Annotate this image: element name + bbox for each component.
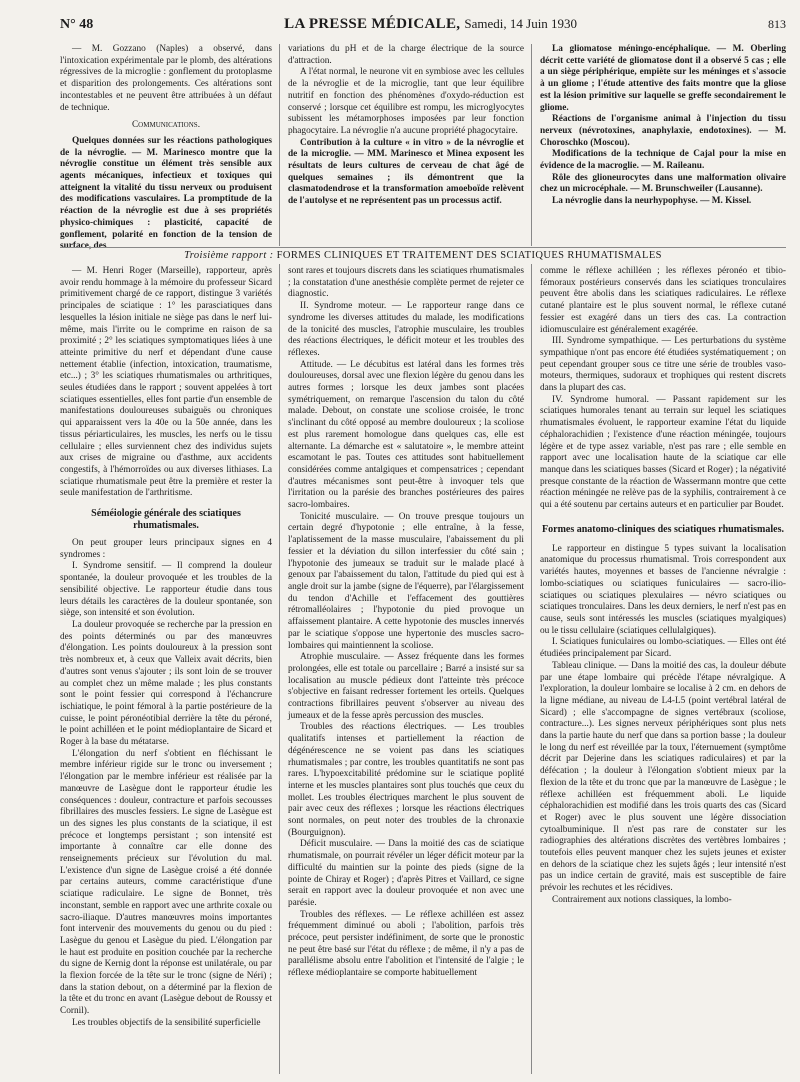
paragraph-cinq-types: Le rapporteur en distingue 5 types suivant la localisation anatomique du processus rhumatismal. Trois correspondent aux variétés hautes, moyennes et basses de l'ancienne névralgie : lombo-sciatiques ou sciatiques funiculaires — sacro-ilio-sciatiques ou sciatiques plexulaires — névro sciatiques ou sciatiques tronculaires. Dans les deux derniers, le nerf n'est pas en cause, seuls sont intéressés les muscles (sciatiques myalgiques) ou le tissu cellulaire (sciatiques cellulalgiques).	[540, 543, 786, 636]
paragraph-syndromes-intro: On peut grouper leurs principaux signes en 4 syndromes :	[60, 538, 272, 560]
paragraph-reactions-organisme: Réactions de l'organisme animal à l'injection du tissu nerveux (névrotoxines, anaphylaxie, endotoxines). — M. Choroschko (Moscou).	[540, 114, 786, 148]
paragraph-gozzano: — M. Gozzano (Naples) a observé, dans l'intoxication expérimentale par le plomb, des altérations régressives de la microglie : gonflement du protoplasme et disparition des prolongements. Ces altérations sont incontestables et ne peuvent être attribuées à un défaut de technique.	[60, 44, 272, 113]
paragraph-syndrome-moteur: II. Syndrome moteur. — Le rapporteur range dans ce syndrome les diverses attitudes du malade, les modifications de la tonicité des muscles, l'atrophie musculaire, les troubles des réactions électriques, le déficit moteur et les troubles des réflexes.	[288, 301, 524, 358]
paragraph-sciatiques-funiculaires: I. Sciatiques funiculaires ou lombo-sciatiques. — Elles ont été étudiées principalement par Sicard.	[540, 637, 786, 660]
paragraph-etat-normal: A l'état normal, le neurone vit en symbiose avec les cellules de la névroglie et de la microglie, tant que leur équilibre nutritif en fonction des phénomènes d'oxydo-réduction est conservé ; lorsque cet équilibre est rompu, les microglyocytes subissent les métamorphoses imposées par leur fonction phagocytaire. La névroglie n'a aucune propriété phagocytaire.	[288, 67, 524, 136]
paragraph-syndrome-sensitif: I. Syndrome sensitif. — Il comprend la douleur spontanée, la douleur provoquée et les troubles de la sensibilité objective. Le rapporteur étudie dans tous leurs détails les caractères de la douleur spontanée, son siège, son intensité et son évolution.	[60, 561, 272, 619]
paragraph-neurhypophyse: La névroglie dans la neurhypophyse. — M. Kissel.	[552, 196, 752, 207]
top-column-1	[60, 44, 272, 252]
heading-formes-anatomo-cliniques: Formes anatomo-cliniques des sciatiques rhumatismales.	[542, 523, 784, 535]
body-column-3	[540, 266, 786, 1074]
paragraph-anesthesie: sont rares et toujours discrets dans les sciatiques rhumatismales ; la constatation d'une anesthésie complète permet de rejeter ce diagnostic.	[288, 266, 524, 300]
paragraph-reactions-electriques: Troubles des réactions électriques. — Les troubles qualitatifs intenses et partiellement la réaction de dégénérescence ne se voient pas dans les sciatiques rhumatismales ; par contre, les troubles quantitatifs ne sont pas rares. L'hypoexcitabilité prédomine sur le sciatique poplité interne et les muscles plantaires sont plus touchés que ceux du mollet. Les troubles électriques marchent le plus souvent de pair avec ceux des réflexes ; lorsque les réactions électriques sont normales, on peut noter des troubles de la chronaxie (Bourguignon).	[288, 722, 524, 838]
paragraph-deficit-musculaire: Déficit musculaire. — Dans la moitié des cas de sciatique rhumatismale, on pourrait révéler un léger déficit moteur par la difficulté du maintien sur la pointe des pieds (signe de la pointe de Chiray et Roger) ; d'après Pitres et Vaillard, ce signe serait en rapport avec la douleur provoquée et non avec une parésie.	[288, 839, 524, 908]
heading-semeiologie: Séméiologie générale des sciatiques rhumatismales.	[91, 508, 241, 532]
report-title: FORMES CLINIQUES ET TRAITEMENT DES SCIATIQUES RHUMATISMALES	[276, 250, 662, 261]
paragraph-culture-in-vitro: Contribution à la culture « in vitro » de la névroglie et de la microglie. — MM. Marinesco et Minea exposent les résultats de leurs cultures de cerveau de chat âgé de quelques semaines ; ils démontrent que la clasmatodendrose et la transformation amoeboïde relèvent de l'autolyse et ne représentent pas un processus actif.	[288, 137, 524, 207]
paragraph-marinesco-nevroglie: Quelques données sur les réactions pathologiques de la névroglie. — M. Marinesco montre que la névroglie constitue un élément très sensible aux agents mécaniques, infectieux et toxiques qui atteignent la vitalité du tissu nerveux ou produisent des modifications vasculaires. La promptitude de la réaction de la névroglie est due à ses propriétés physico-chimiques : plasticité, capacité de gonflement, polarité en fonction de la tension de surface, des	[60, 135, 272, 252]
issue-date: Samedi, 14 Juin 1930	[464, 16, 578, 31]
body-column-1	[60, 266, 272, 1074]
paragraph-tonicite: Tonicité musculaire. — On trouve presque toujours un certain degré d'hypotonie ; elle entraîne, à la fesse, l'aplatissement de la masse musculaire, l'abaissement du pli fessier et la déviation du sillon interfessier du côté sain ; l'hypotonie des jumeaux se traduit sur le malade placé à genoux par l'abaissement du talon, l'attitude du pied qui est à angle droit sur la jambe (signe de l'équerre), par l'élargissement du tendon d'Achille et l'effacement des gouttières rétromalléolaires ; l'hypotonie du pied provoque un affaissement plantaire. A cette hypotonie des muscles innervés par le sciatique s'oppose une hypertonie des muscles sacro-lombaires qui maintiennent la scoliose.	[288, 511, 524, 651]
top-column-2	[288, 44, 524, 244]
section-rule	[60, 247, 786, 248]
paragraph-notions-classiques: Contrairement aux notions classiques, la lombo-	[552, 894, 732, 905]
paragraph-reflexe-achilleen: comme le réflexe achilléen ; les réflexes péronéo et tibio-fémoraux postérieurs conservés dans les sciatiques tronculaires peuvent être abolis dans les sciatiques radiculaires. Le réflexe cutané plantaire est le plus souvent normal, le réflexe cutané fessier est exagéré dans un tiers des cas. La contraction idiomusculaire est généralement exagérée.	[540, 266, 786, 335]
journal-name: LA PRESSE MÉDICALE,	[284, 16, 461, 32]
journal-title	[284, 16, 577, 33]
section-communications: Communications.	[131, 120, 201, 131]
paragraph-technique-cajal: Modifications de la technique de Cajal pour la mise en évidence de la macroglie. — M. Raileanu.	[540, 149, 786, 172]
body-column-2	[288, 266, 524, 1074]
paragraph-tableau-clinique: Tableau clinique. — Dans la moitié des cas, la douleur débute par une étape lombaire qui précède l'étape névralgique. A l'exploration, la douleur lombaire se localise à 2 cm. en dehors de la ligne médiane, au niveau de L4-L5 (point vertébral latéral de Sicard) ; elle s'accompagne de signes vertébraux (scoliose, contracture...). Les signes nerveux périphériques sont plus nets dans la partie haute du nerf que dans sa portion basse ; la douleur le long du nerf est réveillée par la toux, l'éternuement (symptôme décrit par Dejerine dans les sciatiques radiculaires) et par la défécation ; la douleur à l'élongation s'obtient mieux par la flexion de la tête et du tronc que par la manœuvre de Lasègue ; le réflexe achilléen est fréquemment aboli. Le liquide céphalorachidien est modifié dans les trois quarts des cas (Sicard et Roger) avec le plus souvent une légère dissociation cytoalbuminique. Il n'est pas rare de constater sur les radiographies des altérations discrètes des vertèbres lombaires ; toutefois elles peuvent manquer chez les sujets jeunes et exister en dehors de la sciatique chez les sujets âgés ; leur intensité n'est pas un indice certain de gravité, mais est susceptible de faire prévoir les rechutes et les récidives.	[540, 660, 786, 894]
issue-number: N° 48	[60, 17, 94, 32]
paragraph-troubles-reflexes: Troubles des réflexes. — Le réflexe achilléen est assez fréquemment diminué ou aboli ; l'abolition, parfois très précoce, peut persister indéfiniment, de sorte que le pronostic ne peut être basé sur l'état du réflexe ; de même, il n'y a pas de parallélisme absolu entre l'abolition et l'intensité de l'algie ; le réflexe médioplantaire se comporte habituellement	[288, 909, 524, 979]
top-column-3	[540, 44, 786, 244]
paragraph-attitude: Attitude. — Le décubitus est latéral dans les formes très douloureuses, dorsal avec une flexion légère du genou dans les autres formes ; lorsque les deux jambes sont placées symétriquement, on remarque l'ascension du talon du côté malade. Debout, on constate une scoliose croisée, le tronc s'inclinant du côté opposé au membre douloureux ; la scoliose est plus rarement homologue dans quelques cas, elle est alternante. La démarche est « salutatoire », le membre atteint escamotant le pas. Toutes ces attitudes sont habituellement considérées comme antalgiques et compensatrices ; cependant d'autres mécanismes sont peut-être à invoquer tels que l'irritation ou la parésie des branches postérieures des paires sacro-lombaires.	[288, 359, 524, 511]
column-divider	[531, 264, 532, 1074]
paragraph-henri-roger: — M. Henri Roger (Marseille), rapporteur, après avoir rendu hommage à la mémoire du professeur Sicard primitivement chargé de ce rapport, distingue 3 variétés principales de sciatique : 1° les parasciatiques dans lesquelles la lésion initiale ne siège pas dans le nerf lui-même, mais l'irrite ou le comprime en raison de sa proximité ; 2° les sciatiques symptomatiques liées à une atteinte primitive du nerf et dépendant d'une cause nettement établie (infection, intoxication, traumatisme, etc...) ; 3° les sciatiques rhumatismales ou arthritiques, seules étudiées dans le rapport ; souvent appelées à tort sciatiques essentielles, elles font partie d'un ensemble de manifestations douloureuses subaiguës ou chroniques qui apparaissent vers la 40e ou la 50e année, dans les tissus périarticulaires, les muscles, les nerfs ou le tissu cellulaire ; elles surviennent chez des individus sujets aux crises de migraine ou d'asthme, aux accidents congestifs, à l'hémorroïdes ou aux diverses lithiases. La sciatique rhumatismale peut être la première et rester la seule manifestation de l'arthritisme.	[60, 266, 272, 499]
report-label: Troisième rapport :	[184, 250, 274, 261]
paragraph-gliomatose: La gliomatose méningo-encéphalique. — M. Oberling décrit cette variété de gliomatose dont il a observé 5 cas ; elle a un siège périphérique, empiète sur les méninges et s'associe à un gliome ; l'étude attentive des faits montre que la gliose est la lésion primitive sur laquelle se greffe secondairement le gliome.	[540, 44, 786, 113]
column-divider	[279, 44, 280, 246]
paragraph-ph-variations: variations du pH et de la charge électrique de la source d'attraction.	[288, 44, 524, 66]
paragraph-glioneurocytes: Rôle des glioneurocytes dans une malformation olivaire chez un microcéphale. — M. Brunschweiler (Lausanne).	[540, 172, 786, 195]
column-divider	[279, 264, 280, 1074]
paragraph-syndrome-humoral: IV. Syndrome humoral. — Passant rapidement sur les sciatiques humorales tenant au terrain sur lequel les sciatiques rhumatismales évoluent, le rapporteur examine l'état du liquide céphalorachidien ; l'existence d'une réaction méningée, toujours légère et de type assez variable, n'est pas rare ; elle semble en rapport avec une localisation haute de la sciatique car elle manque dans les sciatiques basses (Sicard et Roger) ; la négativité presque constante de la réaction de Wassermann montre que cette réaction méningée ne relève pas de la syphilis, contrairement à ce qui a été soutenu par certains auteurs et en particulier par Boudet.	[540, 394, 786, 511]
paragraph-syndrome-sympathique: III. Syndrome sympathique. — Les perturbations du système sympathique n'ont pas encore été étudiées systématiquement ; on peut cependant grouper sous ce titre une série de troubles vaso-moteurs, thermiques, sudoraux et trophiques qui restent discrets dans la plupart des cas.	[540, 336, 786, 394]
column-divider	[531, 44, 532, 246]
paragraph-troubles-objectifs: Les troubles objectifs de la sensibilité superficielle	[72, 1017, 261, 1028]
page-number: 813	[768, 17, 786, 31]
report-heading	[60, 250, 786, 261]
paragraph-atrophie: Atrophie musculaire. — Assez fréquente dans les formes prolongées, elle est totale ou parcellaire ; Barré a insisté sur sa localisation au muscle pédieux dont l'atteinte très précoce s'objective en faisant redresser fortement les orteils. Quelques contractions fibrillaires peuvent s'observer au niveau des jumeaux et de la fesse après percussion des muscles.	[288, 652, 524, 721]
paragraph-elongation: L'élongation du nerf s'obtient en fléchissant le membre inférieur rigide sur le tronc ou inversement ; l'élongation par le membre inférieur est réalisée par la manœuvre de Lasègue dont le rapporteur étudie les conséquences : douleur, contracture et parfois secousses fibrillaires des muscles fessiers. Le signe de Lasègue est un des signes les plus constants de la sciatique, il est précoce et longtemps persistant ; son intensité est importante à connaître car elle donne des renseignements précieux sur l'évolution du mal. L'existence d'un signe de Lasègue croisé a été donnée par certains auteurs, comme caractéristique d'une sciatique radiculaire. Le signe de Bonnet, très inconstant, semble en rapport avec une arthrite coxale ou sacro-iliaque. D'autres manœuvres moins importantes font intervenir des mouvements du genou ou du pied : Lasègue du genou et Lasègue du pied. L'élongation par le haut est produite en position couchée par la recherche du signe de Kernig dont la réponse est unilatérale, ou par la flexion forcée de la tête sur le tronc (signe de Néri) ; dans la station debout, on a déterminé par la flexion de la tête et du tronc en avant (Lasègue debout de Roussy et Cornil).	[60, 748, 272, 1017]
page-header	[60, 16, 786, 36]
paragraph-douleur-provoquee: La douleur provoquée se recherche par la pression en des points déterminés ou par des manœuvres d'élongation. Les points douloureux à la pression sont très nombreux et, à ceux que Valleix avait décrits, bien d'autres sont venus s'ajouter ; ils sont loin de se trouver au complet chez un même malade ; les plus constants sont le point fessier qui correspond à l'échancrure ischiatique, le point fémoral à la partie postérieure de la cuisse, le point péronéotibial derrière la tête du péroné, le point achilléen et le point médioplantaire de Sicard et Roger à la base du métatarse.	[60, 619, 272, 748]
